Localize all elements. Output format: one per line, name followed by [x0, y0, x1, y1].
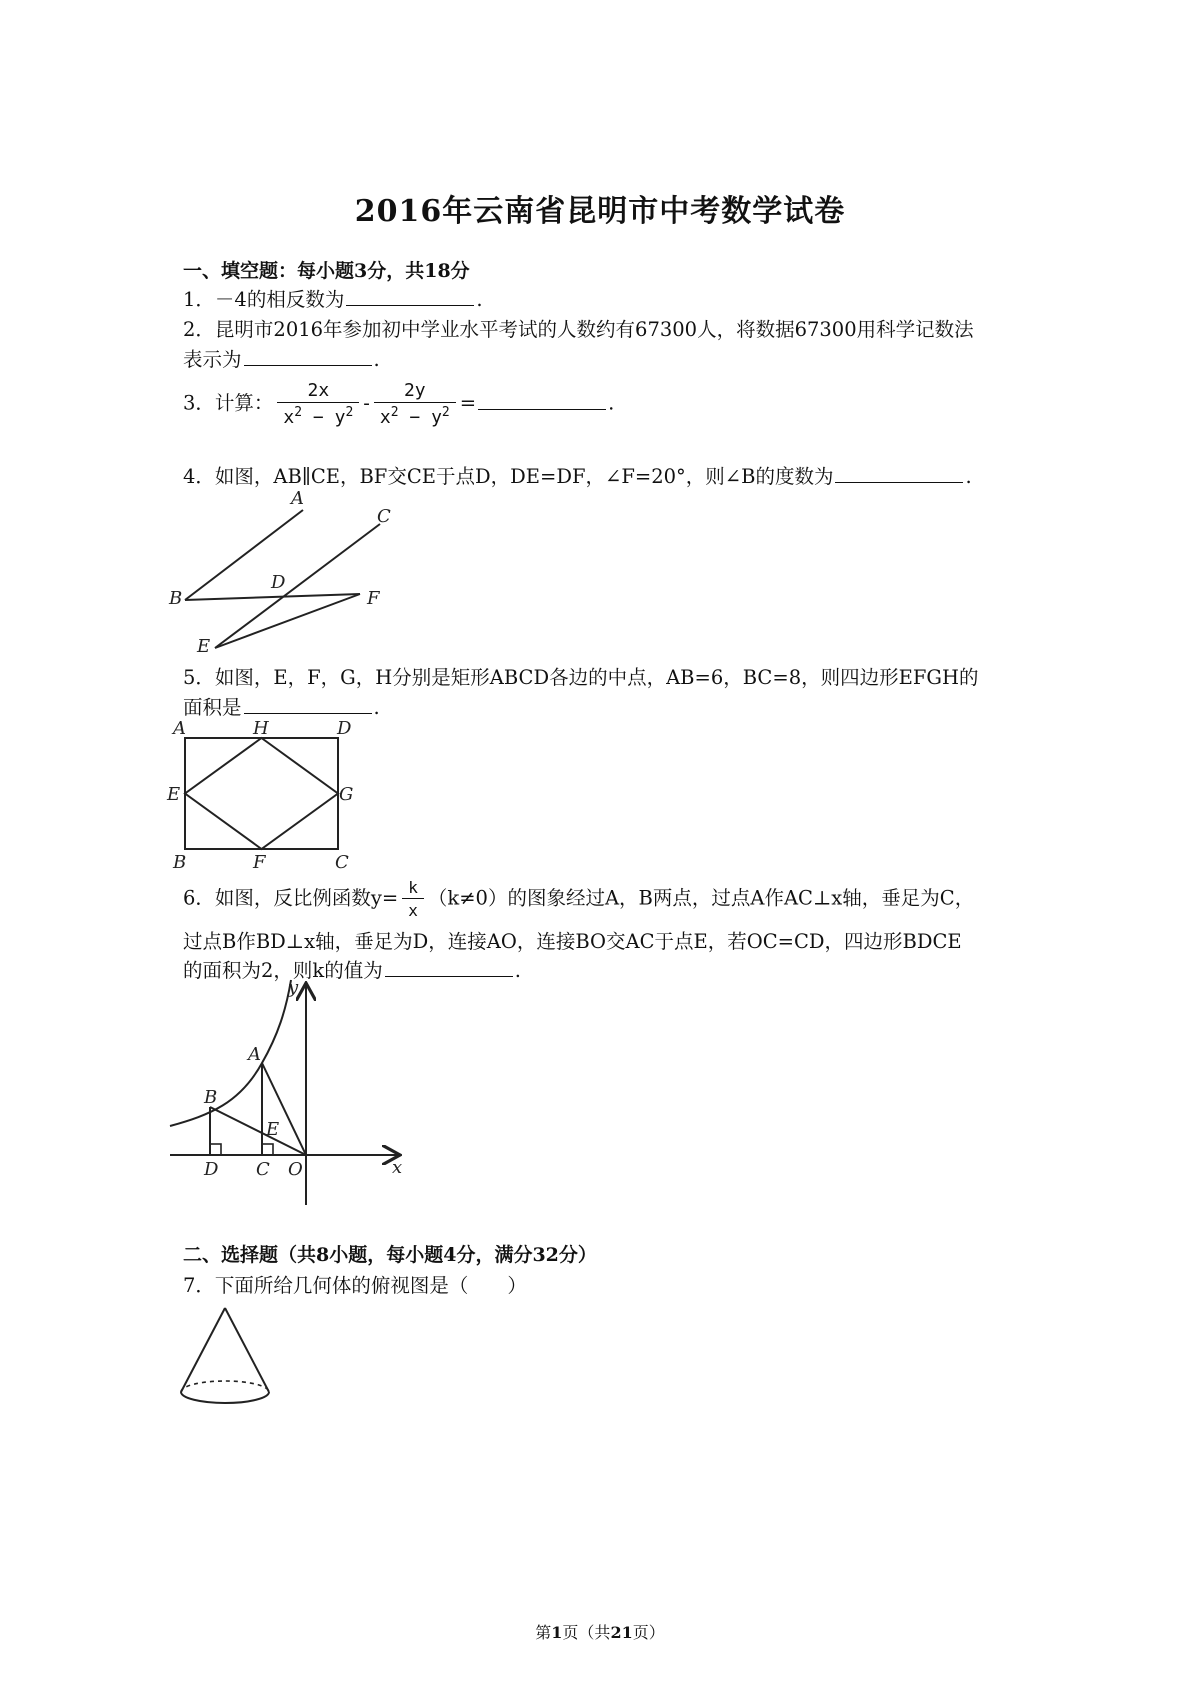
label-E: E	[197, 636, 211, 657]
label-A: A	[291, 488, 304, 509]
question-2-line-2	[183, 344, 380, 372]
figure-q4-parallel-lines	[169, 488, 415, 658]
section-multiple-choice-heading: 二、选择题（共8小题，每小题4分，满分32分）	[183, 1244, 597, 1266]
question-4-end: .	[965, 465, 972, 488]
question-3-prefix: 3．计算：	[183, 391, 274, 415]
fraction-2x	[277, 380, 359, 428]
question-2-line-1: 2．昆明市2016年参加初中学业水平考试的人数约有67300人，将数据67300用科学记数法	[183, 318, 974, 341]
label-C: C	[377, 506, 391, 527]
question-6-text-end: 的面积为2，则k的值为	[183, 959, 383, 982]
label-F: F	[367, 588, 380, 609]
label-D: D	[204, 1159, 219, 1180]
question-4	[183, 461, 972, 489]
label-B: B	[204, 1087, 218, 1108]
fraction-denominator: x	[402, 898, 424, 920]
question-6-line-2: 过点B作BD⊥x轴，垂足为D，连接AO，连接BO交AC于点E，若OC=CD，四边形BDCE	[183, 930, 962, 953]
answer-blank	[346, 287, 474, 306]
label-F: F	[253, 852, 266, 873]
question-3	[183, 380, 614, 428]
label-y: y	[288, 977, 299, 998]
label-B: B	[173, 852, 187, 873]
label-C: C	[335, 852, 349, 873]
hyperbola-curve	[170, 980, 291, 1126]
cone-right-edge	[225, 1308, 269, 1392]
rhombus-EFGH	[185, 738, 338, 849]
line-BF	[185, 594, 360, 600]
page-title: 2016年云南省昆明市中考数学试卷	[354, 194, 846, 229]
line-EF	[215, 594, 360, 648]
question-4-text: 4．如图，AB∥CE，BF交CE于点D，DE=DF，∠F=20°，则∠B的度数为	[183, 465, 834, 488]
fraction-k-over-x	[402, 878, 424, 920]
question-1-text: 1．－4的相反数为	[183, 288, 345, 311]
question-5-line-2	[183, 692, 380, 720]
label-E: E	[167, 784, 181, 805]
cone-base-back	[181, 1381, 269, 1392]
question-6-text-cont: （k≠0）的图象经过A，B两点，过点A作AC⊥x轴，垂足为C，	[427, 886, 975, 910]
equals-sign: =	[459, 391, 477, 415]
current-page-number: 1	[551, 1623, 563, 1642]
cone-left-edge	[181, 1308, 225, 1392]
question-1-end: .	[476, 288, 483, 311]
label-D: D	[337, 718, 352, 739]
answer-blank	[244, 347, 372, 366]
question-5-line-1: 5．如图，E，F，G，H分别是矩形ABCD各边的中点，AB=6，BC=8，则四边形EFGH的	[183, 666, 979, 689]
fraction-numerator: k	[408, 878, 418, 897]
minus-sign: -	[363, 391, 370, 415]
fraction-denominator: $x^2 - y^2$	[277, 402, 359, 428]
fraction-numerator: 2x	[307, 380, 330, 401]
label-O: O	[288, 1159, 303, 1180]
question-1	[183, 284, 483, 312]
question-7: 7．下面所给几何体的俯视图是（ ）	[183, 1274, 527, 1297]
figure-q6-inverse-function	[170, 975, 440, 1215]
question-2-text: 表示为	[183, 348, 242, 371]
label-B: B	[169, 588, 183, 609]
figure-q7-cone	[175, 1300, 285, 1420]
question-5-end: .	[373, 696, 380, 719]
label-A: A	[248, 1044, 261, 1065]
answer-blank	[835, 464, 963, 483]
question-3-end: .	[608, 391, 615, 415]
answer-blank	[244, 695, 372, 714]
label-E: E	[266, 1119, 280, 1140]
label-G: G	[339, 784, 354, 805]
question-6-end: .	[514, 959, 521, 982]
question-6-line-1	[183, 878, 974, 920]
label-H: H	[253, 718, 269, 739]
page-footer: 第1页（共21页）	[535, 1623, 665, 1642]
cone-base-front	[181, 1392, 269, 1403]
answer-blank	[478, 391, 606, 410]
fraction-2y	[374, 380, 456, 428]
right-angle-C	[262, 1144, 273, 1155]
section-fill-in-heading: 一、填空题：每小题3分，共18分	[183, 260, 470, 282]
total-page-count: 21	[610, 1623, 633, 1642]
label-x: x	[392, 1157, 403, 1178]
question-5-text: 面积是	[183, 696, 242, 719]
rectangle-ABCD	[185, 738, 338, 849]
figure-q5-rectangle	[167, 718, 385, 873]
fraction-numerator: 2y	[403, 380, 426, 401]
segment-AO	[262, 1063, 306, 1155]
segment-BO	[210, 1107, 306, 1155]
label-D: D	[271, 572, 286, 593]
question-6-text: 6．如图，反比例函数y=	[183, 886, 399, 910]
label-C: C	[256, 1159, 270, 1180]
line-EC	[215, 524, 380, 648]
question-2-end: .	[373, 348, 380, 371]
label-A: A	[173, 718, 186, 739]
fraction-denominator: $x^2 - y^2$	[374, 402, 456, 428]
right-angle-D	[210, 1144, 221, 1155]
